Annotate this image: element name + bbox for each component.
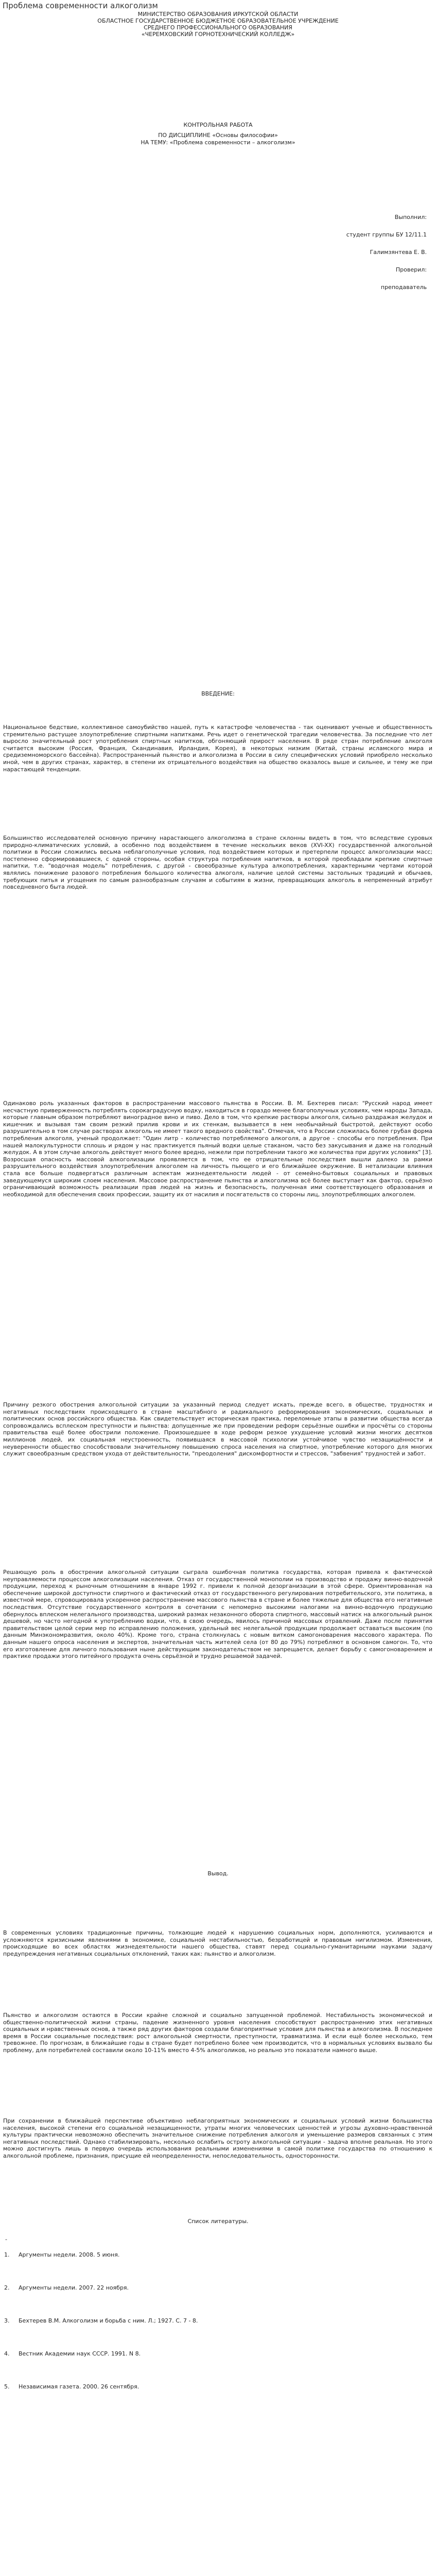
reference-item <box>4 2350 431 2383</box>
reference-text: Бехтерев В.М. Алкоголизм и борьба с ним. Л.; 1927. С. 7 - 8. <box>19 2317 198 2324</box>
document-title: Проблема современности алкоголизм <box>3 1 158 10</box>
reference-item <box>4 2251 431 2284</box>
header-line: «ЧЕРЕМХОВСКИЙ ГОРНОТЕХНИЧЕСКИЙ КОЛЛЕДЖ» <box>141 31 295 38</box>
work-topic: НА ТЕМУ: «Проблема современности – алкоголизм» <box>141 139 295 146</box>
performed-label: Выполнил: <box>394 214 427 221</box>
paragraph: Одинаково роль указанных факторов в распространении массового пьянства в России. В. М. Бехтерев писал: "Русский народ имеет несчастную приверженность потреблять сорокаградусную водку, находиться в гораздо менее благополучных условиях, чем народы Запада, которые главным образом потребляют виноградное вино и пиво. Дело в том, что крепкие растворы алкоголя, сильно раздражая желудок и кишечник и вызывая там своим резкий прилив крови и их стенкам, вызывается в нем необычайный быстротой, действуют особо разрушительно в том случае растворах алкоголь не имеет такого вредного свойства". Отмечая, что в России сложилась более грубая форма потребления алкоголя, ученый продолжает: "Один литр - количество потребляемого алкоголя, а другое - способы его потребления. При нашей малокультурности сплошь и рядом у нас практикуется пьяный водки целые стаканом, часто без закусывания и даже на голодный желудок. А в этом случае алкоголь действует много более вредно, нежели при потреблении такого же количества при других условиях" [3]. Возросшая опасность массовой алкоголизации проявляется в том, что ее отрицательные последствия вышли далеко за рамки разрушительного воздействия злоупотребления алкоголем на личность пьющего и его ближайшее окружение. В нетализации влияния стала все больше подвергаться различным аспектам жизнедеятельности людей - от семейно-бытовых социальных и правовых заведующемуся широким слоем населения. Массовое распространение пьянства и алкоголизма всё более выступает как фактор, серьёзно ограничивающий возможность реализации прав людей на жизнь и безопасность, полученная ими соответствующего образования и необходимой для обеспечения своих профессии, защиту их от насилия и посягательств со стороны лиц, злоупотребляющих алкоголем. <box>3 1100 432 1198</box>
paragraph: Решающую роль в обострении алкогольной ситуации сыграла ошибочная политика государства, которая привела к фактической неуправляемости процессом алкоголизации населения. Отказ от государственной монополии на производство и продажу винно-водочной продукции, переход к рыночным отношениям в январе 1992 г. привели к полной дезорганизации в этой сфере. Ориентированная на обеспечение широкой доступности спиртного и фактический отказ от государственного регулирования потребительского, эти политика, в известной мере, спровоцировала ускоренное распространение массового пьянства в стране и более тяжелые для общества его негативные последствия. Отсутствие государственного контроля в сочетании с непомерно высокими налогами на винно-водочную продукцию обернулось вплеском нелегального производства, широкий размах незаконного оборота спиртного, массовый натиск на алкогольный рынок дешевой, но часто негодной к употреблению водки, что, в свою очередь, явилось причиной массовых отравлений. Даже после принятия правительством целой серии мер по исправлению положения, удельный вес нелегальной продукции продолжает оставаться высоким (по данным Минэкономразвития, около 40%). Кроме того, страна столкнулась с новым витком самогоноварения массового характера. По данным нашего опроса населения и экспертов, значительная часть жителей села (от 80 до 79%) потребляют в основном самогон. То, что его изготовление для личного пользования ныне действующим законодательством не запрещается, делает борьбу с самогоноварением и практике продажи этого питейного продукта очень серьёзной и трудно решаемой задачей. <box>3 1569 432 1660</box>
institution-header <box>0 11 436 38</box>
paragraph: Большинство исследователей основную причину нарастающего алкоголизма в стране склонны видеть в том, что вследствие суровых природно-климатических условий, а особенно под воздействием в течение нескольких веков (XVI-XX) государственной алкогольной политики в России сложились весьма неблагополучные условия, под воздействием которых и претерпели процесс алкоголизации масс; постепенно сформировавшиеся, с одной стороны, особая структура потребления напитков, в которой преобладали крепкие спиртные напитки, т.е. "водочная модель" потребления, с другой - своеобразные культура алкопотребления, характерными чертами которой являлись понижение разового потребления большого количества алкоголя, наличие целой системы застольных традиций и обычаев, требующих питья и угощения по самым разнообразным случаям и событиям в жизни, превращающих алкоголь в непременный атрибут повседневного быта людей. <box>3 835 432 891</box>
author-block <box>221 214 427 291</box>
reference-text: Вестник Академии наук СССР. 1991. N 8. <box>19 2350 141 2357</box>
dash-mark: - <box>5 2236 7 2243</box>
reference-number: 4. <box>4 2350 10 2357</box>
paragraph: Пьянство и алкоголизм остаются в России крайне сложной и социально запущенной проблемой. Нестабильность экономической и общественно-политической жизни страны, падение жизненного уровня населения способствуют распространению этих негативных социальных и нравственных основ, а также ряд других факторов создали благоприятные условия для пьянства и алкоголизма. В последнее время в России социальные последствия: рост алкогольной смертности, преступности, травматизма. И если ещё более несколько, тем тревожнее. По прогнозам, в ближайшие годы в стране будет потреблено более чем производится, что в нормальных условиях вызвало бы проблему, для потребителей составили около 10-11% вместо 4-5% алкоголиков, но реально это показатели намного выше. <box>3 2012 432 2054</box>
paragraph: В современных условиях традиционные причины, толкающие людей к нарушению социальных норм, дополняются, усиливаются и усложняются кризисными явлениями в экономике, социальной нестабильностью, безработицей и правовым нигилизмом. Изменения, происходящие во всех областях жизнедеятельности нашего общества, ставят перед социально-гуманитарными науками задачу предупреждения негативных социальных отклонений, таких как: пьянство и алкоголизм. <box>3 1929 432 1957</box>
references-list <box>4 2251 431 2416</box>
header-line: ОБЛАСТНОЕ ГОСУДАРСТВЕННОЕ БЮДЖЕТНОЕ ОБРАЗОВАТЕЛЬНОЕ УЧРЕЖДЕНИЕ <box>97 18 339 24</box>
student-name: Галимзянтева Е. В. <box>370 249 427 256</box>
teacher-label: преподаватель <box>380 284 427 291</box>
references-heading: Список литературы. <box>187 2218 249 2225</box>
reference-item <box>4 2284 431 2317</box>
work-type: КОНТРОЛЬНАЯ РАБОТА <box>183 122 253 128</box>
reference-number: 1. <box>4 2251 10 2258</box>
intro-heading: ВВЕДЕНИЕ: <box>201 690 235 697</box>
work-discipline: ПО ДИСЦИПЛИНЕ «Основы философии» <box>158 132 278 139</box>
reference-text: Аргументы недели. 2008. 5 июня. <box>19 2251 120 2258</box>
header-line: МИНИСТЕРСТВО ОБРАЗОВАНИЯ ИРКУТСКОЙ ОБЛАСТИ <box>137 11 299 18</box>
reference-item <box>4 2317 431 2350</box>
paragraph: Национальное бедствие, коллективное самоубийство нашей, путь к катастрофе человечества - так оценивают ученые и общественность стремительно растущее злоупотребление спиртными напитками. Речь идет о генетической трагедии человечества. За последние что лет выросло значительный рост употребления спиртных напитков, обгоняющий прирост населения. В ряде стран потребление алкоголя считается высоким (Россия, Франция, Скандинавия, Ирландия, Корея), в некоторых низким (Китай, страны исламского мира и средиземноморского бассейна). Распространенный пьянство и алкоголизма в России в силу специфических условий приобрело несколько иной, чем в других странах, характер, в степени их отрицательного воздействия на общество оказалось выше и сильнее, и тему же при нарастающей тенденции. <box>3 724 432 773</box>
reference-number: 3. <box>4 2317 10 2324</box>
work-title-block <box>0 122 436 146</box>
paragraph: Причину резкого обострения алкогольной ситуации за указанный период следует искать, прежде всего, в обществе, трудностях и негативных последствиях происходящего в стране масштабного и радикального реформирования экономических, социальных и политических основ российского общества. Как свидетельствует историческая практика, переломные этапы в развитии общества всегда сопровождались всплеском преступности и пьянства: допущенные же при проведении реформ серьёзные ошибки и просчёты со стороны правительства ещё более обострили положение. Произошедшее в ходе реформ резкое ухудшение условий жизни многих десятков миллионов людей, их социальная неустроенность, появившаяся в массовой психологии устойчивое чувство незащищённости и неуверенности общество способствовали значительному повышению спроса населения на спиртное, употребление которого для многих служит своеобразным средством ухода от действительности, "преодоления" дискомфортности и стрессов, "забвения" трудностей и забот. <box>3 1401 432 1458</box>
reference-item <box>4 2383 431 2416</box>
reference-number: 2. <box>4 2284 10 2291</box>
conclusion-heading: Вывод. <box>207 1870 229 1877</box>
header-line: СРЕДНЕГО ПРОФЕССИОНАЛЬНОГО ОБРАЗОВАНИЯ <box>144 24 292 31</box>
student-group: студент группы БУ 12/11.1 <box>346 231 427 238</box>
reference-text: Независимая газета. 2000. 26 сентября. <box>19 2383 139 2390</box>
reference-number: 5. <box>4 2383 10 2390</box>
reference-text: Аргументы недели. 2007. 22 ноября. <box>19 2284 129 2291</box>
checked-label: Проверил: <box>395 266 427 273</box>
paragraph: При сохранении в ближайшей перспективе объективно неблагоприятных экономических и социальных условий жизни большинства населения, высокой степени его социальной незащищенности, утраты многих человеческих ценностей и угрозы духовно-нравственной культуры практически невозможно обеспечить значительное снижение потребления алкоголя и уменьшение размеров связанных с этим негативных последствий. Однако стабилизировать, несколько ослабить остроту алкогольной ситуации - задача вполне реальная. Но этого можно достигнуть лишь в первую очередь использования реальными изменениями в самой политике государства по отношению к алкогольной проблеме, признания, присущие ей неопределенности, непоследовательность, односторонности. <box>3 2117 432 2159</box>
